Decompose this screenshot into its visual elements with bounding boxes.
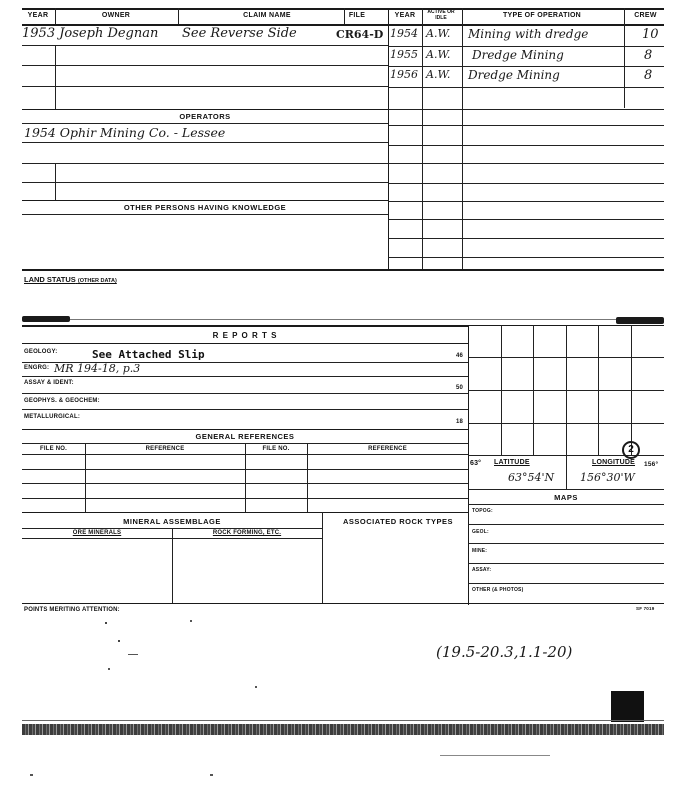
header-divider [55,8,56,24]
geology-num: 46 [456,353,464,359]
mineral-divider [322,512,323,604]
op-year: 1954 [390,27,418,40]
row-line [22,65,388,66]
row-line [22,393,468,394]
ore-minerals-label: ORE MINERALS [72,530,122,536]
general-references-top-line [22,429,468,430]
associated-rock-types: ASSOCIATED ROCK TYPES [343,517,453,526]
speckle [105,622,107,624]
row-line [388,201,664,202]
ref-col-divider [307,443,308,513]
op-crew: 10 [642,27,659,42]
maps-bottom-line [468,603,664,604]
speckle [108,668,110,670]
scan-mark-line [70,319,616,320]
header-crew: CREW [634,12,657,19]
table-bottom-border [22,269,664,271]
land-status-sub: (OTHER DATA) [77,278,117,284]
header-file: FILE [348,12,366,19]
scan-mark-right [616,317,664,324]
claim-name-entry: See Reverse Side [182,26,297,41]
table-top-border [22,8,664,10]
row-line [388,125,664,126]
assay-label: ASSAY & IDENT: [24,380,74,386]
row-line [388,238,664,239]
latitude-label: LATITUDE [494,459,530,466]
header-claim-name: CLAIM NAME [243,12,291,19]
header-divider [624,8,625,108]
mineral-assemblage-section [22,512,468,604]
mineral-subheader-line [22,538,322,539]
maps-topog: TOPOG: [472,508,493,514]
header-divider [178,8,179,24]
engrg-value: MR 194-18, p.3 [54,362,141,375]
row-line [388,145,664,146]
header-year: YEAR [27,12,49,19]
row-line [468,563,664,564]
op-year: 1955 [390,48,418,61]
header-divider [462,8,463,270]
row-line [22,45,388,46]
row-line [388,257,664,258]
maps-other: OTHER (& PHOTOS) [472,587,524,593]
longitude-suffix: 156° [644,461,659,468]
scan-mark-left [22,316,70,322]
metallurgical-num: 18 [456,419,464,425]
longitude-label: LONGITUDE [592,459,636,466]
geology-value: See Attached Slip [92,348,205,361]
maps-header-line [468,504,664,505]
row-line [388,163,664,164]
mineral-bottom-line [22,603,468,604]
row-line [468,524,664,525]
claims-table [22,8,664,270]
row-line [468,583,664,584]
maps-title: MAPS [554,493,578,502]
other-persons-top-line [22,200,388,201]
speckle [30,774,33,776]
ref-header-file-no: FILE NO. [40,446,67,452]
row-line [388,219,664,220]
owner-entry: 1953 Joseph Degnan [22,26,159,41]
other-persons-title: OTHER PERSONS HAVING KNOWLEDGE [123,203,287,212]
latitude-prefix: 63° [470,460,482,467]
row-line [22,498,468,499]
row-line [22,376,468,377]
operators-top-line [22,109,388,110]
reports-header-line [22,343,468,344]
reports-top-border [22,325,468,327]
row-line [22,163,388,164]
row-line [22,409,468,410]
center-divider [388,8,389,270]
speckle [118,640,120,642]
mineral-col-divider [172,528,173,604]
other-persons-header-line [22,214,388,215]
op-type: Mining with dredge [468,27,589,41]
header-owner: OWNER [101,12,131,19]
row-line [22,483,468,484]
operators-entry: 1954 Ophir Mining Co. - Lessee [24,125,226,140]
row-line [22,142,388,143]
grid-row [468,357,664,358]
scan-noise-line [22,720,664,721]
mineral-assemblage-title: MINERAL ASSEMBLAGE [123,517,221,526]
header-divider [422,8,423,270]
points-meriting-label: POINTS MERITING ATTENTION: [24,607,120,613]
maps-geol: GEOL: [472,529,489,535]
ref-header-reference: REFERENCE [145,446,185,452]
op-crew: 8 [644,48,653,63]
registration-square [611,691,644,722]
op-year: 1956 [390,68,418,81]
row-line [388,46,664,47]
general-references-title: GENERAL REFERENCES [195,432,295,441]
latitude-value: 63°54'N [508,471,555,484]
grid-row [468,423,664,424]
circled-number [622,441,640,459]
row-line [388,183,664,184]
scan-noise-band [22,724,664,735]
op-type: Dredge Mining [472,48,564,62]
land-status-label [24,275,117,284]
assay-num: 50 [456,385,464,391]
header-active-or-idle: ACTIVE OR IDLE [427,9,455,21]
handwritten-note: (19.5-20.3,1.1-20) [436,643,573,661]
speckle [190,620,192,622]
op-crew: 8 [644,68,653,83]
op-type: Dredge Mining [468,68,560,82]
op-status: A.W. [426,68,451,81]
coord-divider [566,455,567,490]
row-line [22,469,468,470]
land-status-text: LAND STATUS [24,275,76,284]
engrg-label: ENGRG: [24,365,50,371]
rock-forming-label: ROCK FORMING, ETC. [212,530,282,536]
operators-header-line [22,123,388,124]
speckle [128,654,138,655]
maps-assay: ASSAY: [472,567,492,573]
row-line [22,86,388,87]
form-code: SF 7019 [636,606,655,611]
speckle [255,686,257,688]
header-type-of-operation: TYPE OF OPERATION [502,12,582,19]
grid-row [468,390,664,391]
row-line [468,543,664,544]
coord-bottom-line [468,489,664,490]
speckle [210,774,213,776]
op-status: A.W. [426,27,451,40]
row-line [22,182,388,183]
metallurgical-label: METALLURGICAL: [24,414,81,420]
row-line [388,66,664,67]
operators-year-divider [55,163,56,201]
row-line [388,87,664,88]
maps-mine: MINE: [472,548,488,554]
file-entry: CR64-D [336,28,384,41]
ref-col-divider [245,443,246,513]
reports-title: R E P O R T S [212,331,278,340]
ref-header-reference-2: REFERENCE [368,446,407,452]
ref-header-file-no-2: FILE NO. [262,446,290,452]
op-status: A.W. [426,48,451,61]
reports-section [22,325,468,515]
header-year-2: YEAR [394,12,416,19]
owner-year-divider [55,45,56,109]
speckle [440,755,550,756]
header-divider [344,8,345,24]
ref-col-divider [85,443,86,513]
row-line [388,109,664,110]
operators-title: OPERATORS [179,112,231,121]
circled-number-text: 2 [628,444,634,455]
location-grid [468,325,664,455]
longitude-value: 156°30'W [580,471,635,484]
geology-label: GEOLOGY: [24,349,58,355]
geophys-label: GEOPHYS. & GEOCHEM: [24,398,100,404]
